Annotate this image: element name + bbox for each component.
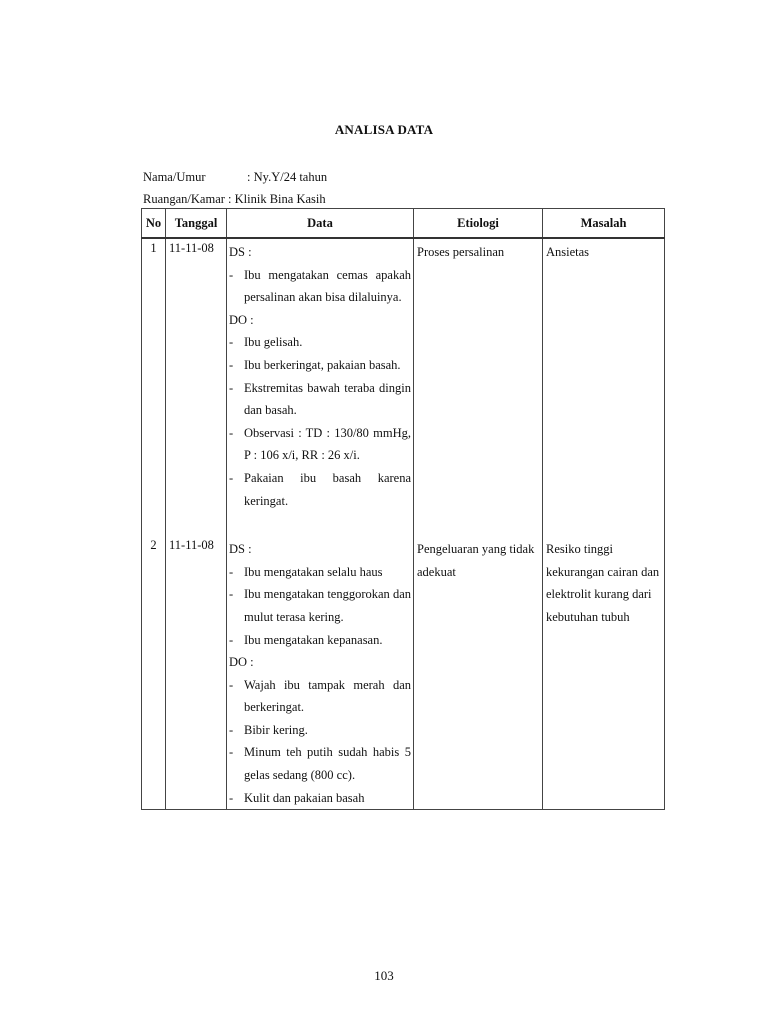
row-masalah: Ansietas xyxy=(543,238,665,536)
room-label: Ruangan/Kamar xyxy=(143,192,225,206)
page-title: ANALISA DATA xyxy=(334,122,434,137)
list-item: - Wajah ibu tampak merah dan berkeringat. xyxy=(229,677,411,715)
analysis-table xyxy=(141,208,665,810)
header-tanggal: Tanggal xyxy=(166,209,227,239)
patient-name-value: : Ny.Y/24 tahun xyxy=(247,170,328,184)
row-number: 2 xyxy=(142,536,166,810)
row-etiologi: Pengeluaran yang tidak adekuat xyxy=(414,536,543,810)
patient-name-label: Nama/Umur xyxy=(143,170,206,184)
room-row xyxy=(143,192,326,207)
header-etiologi: Etiologi xyxy=(414,209,543,239)
do-label: DO : xyxy=(229,655,254,670)
list-item: - Ekstremitas bawah teraba dingin dan basah. xyxy=(229,380,411,418)
ds-label: DS : xyxy=(229,245,252,259)
row-data xyxy=(227,536,414,810)
list-item: - Ibu mengatakan kepanasan. xyxy=(229,632,383,647)
row-etiologi: Proses persalinan xyxy=(414,238,543,536)
row-masalah: Resiko tinggi kekurangan cairan dan elektrolit kurang dari kebutuhan tubuh xyxy=(543,536,665,810)
header-masalah: Masalah xyxy=(543,209,665,239)
table-row xyxy=(142,238,665,536)
list-item: - Bibir kering. xyxy=(229,722,308,737)
table-row xyxy=(142,536,665,810)
list-item: - Pakaian ibu basah karena keringat. xyxy=(229,470,411,508)
list-item: - Ibu mengatakan tenggorokan dan mulut terasa kering. xyxy=(229,587,411,624)
header-data: Data xyxy=(227,209,414,239)
list-item: - Minum teh putih sudah habis 5 gelas sedang (800 cc). xyxy=(229,745,411,783)
header-no: No xyxy=(142,209,166,239)
row-date: 11-11-08 xyxy=(166,238,227,536)
list-item: - Ibu mengatakan selalu haus xyxy=(229,564,383,579)
ds-label: DS : xyxy=(229,542,252,557)
patient-name-row xyxy=(143,170,327,185)
row-number: 1 xyxy=(142,238,166,536)
list-item: - Kulit dan pakaian basah xyxy=(229,790,365,805)
list-item: - Observasi : TD : 130/80 mmHg, P : 106 x/i, RR : 26 x/i. xyxy=(229,425,411,463)
list-item: - Ibu mengatakan cemas apakah persalinan akan bisa dilaluinya. xyxy=(229,267,411,305)
list-item: - Ibu berkeringat, pakaian basah. xyxy=(229,357,401,372)
room-value: : Klinik Bina Kasih xyxy=(228,192,326,206)
do-label: DO : xyxy=(229,312,254,327)
page-number: 103 xyxy=(374,968,394,983)
row-data xyxy=(227,238,414,536)
row-date: 11-11-08 xyxy=(166,536,227,810)
table-header-row xyxy=(142,209,665,239)
list-item: - Ibu gelisah. xyxy=(229,335,303,350)
